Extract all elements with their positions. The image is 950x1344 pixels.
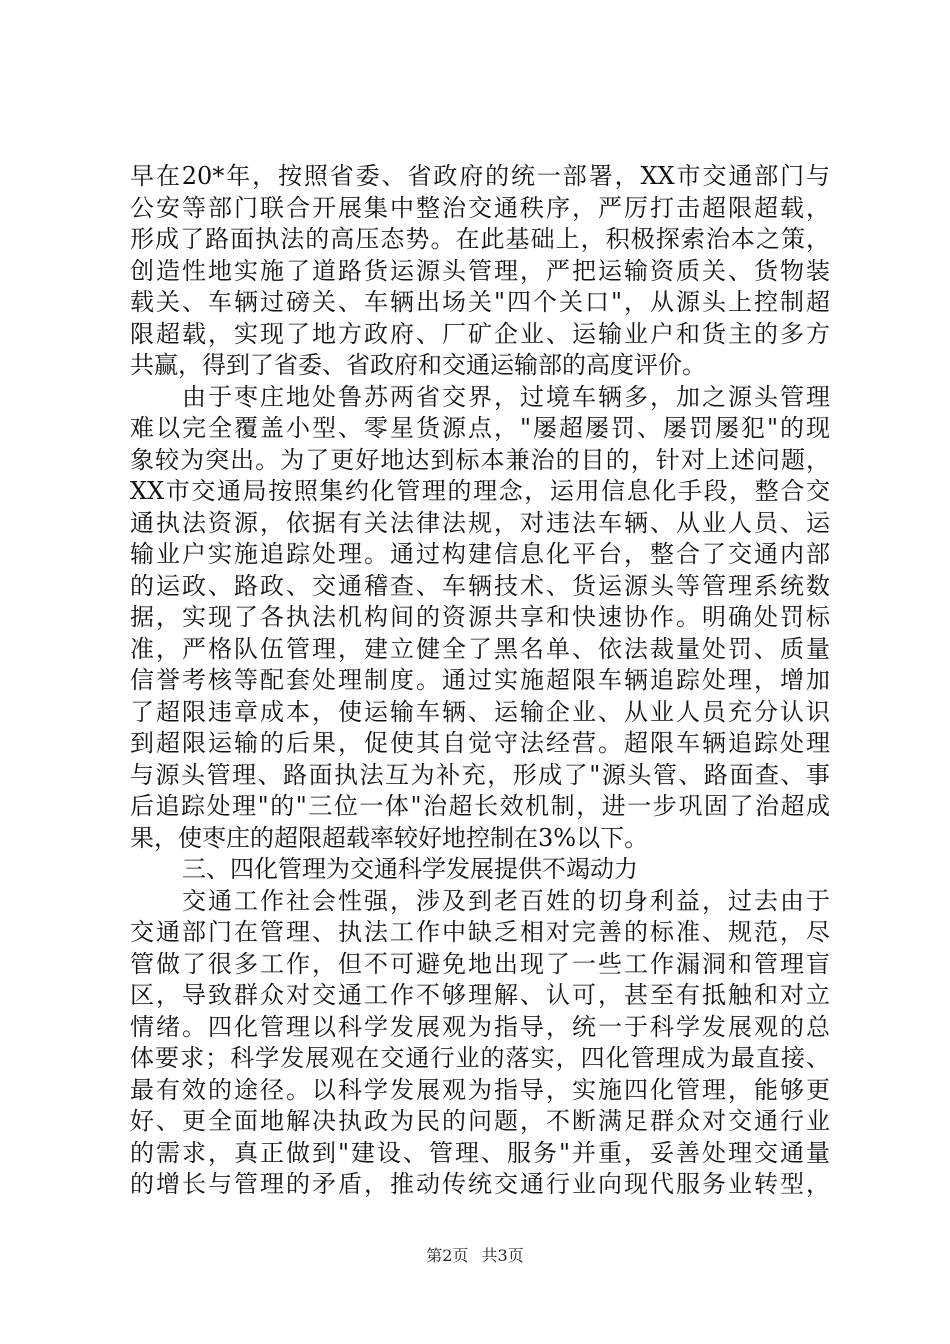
text-line: 据，实现了各执法机构间的资源共享和快速协作。明确处罚标 bbox=[130, 603, 830, 631]
text-line: 后追踪处理"的"三位一体"治超长效机制，进一步巩固了治超成 bbox=[130, 792, 830, 820]
page-total: 共3页 bbox=[481, 1246, 524, 1265]
page-footer bbox=[0, 1243, 950, 1266]
text-line: 载关、车辆过磅关、车辆出场关"四个关口"，从源头上控制超 bbox=[130, 288, 830, 316]
text-line: 管做了很多工作，但不可避免地出现了一些工作漏洞和管理盲 bbox=[130, 949, 830, 978]
text-line: 交通工作社会性强，涉及到老百姓的切身利益，过去由于 bbox=[182, 886, 830, 915]
text-line: 体要求；科学发展观在交通行业的落实，四化管理成为最直接、 bbox=[130, 1044, 830, 1072]
text-line: 共赢，得到了省委、省政府和交通运输部的高度评价。 bbox=[130, 351, 706, 379]
text-line: 了超限违章成本，使运输车辆、运输企业、从业人员充分认识 bbox=[130, 697, 830, 726]
text-line: 通执法资源，依据有关法律法规，对违法车辆、从业人员、运 bbox=[130, 508, 830, 537]
text-line: 好、更全面地解决执政为民的问题，不断满足群众对交通行业 bbox=[130, 1107, 830, 1135]
text-line: 由于枣庄地处鲁苏两省交界，过境车辆多，加之源头管理 bbox=[182, 382, 830, 411]
text-line: 限超载，实现了地方政府、厂矿企业、运输业户和货主的多方 bbox=[130, 319, 830, 348]
text-line: 与源头管理、路面执法互为补充，形成了"源头管、路面查、事 bbox=[130, 760, 830, 789]
text-line: 区，导致群众对交通工作不够理解、认可，甚至有抵触和对立 bbox=[130, 981, 830, 1009]
text-line: 创造性地实施了道路货运源头管理，严把运输资质关、货物装 bbox=[130, 256, 830, 285]
text-line: 早在20*年，按照省委、省政府的统一部署，XX市交通部门与 bbox=[130, 162, 830, 190]
text-line: 三、四化管理为交通科学发展提供不竭动力 bbox=[182, 855, 638, 883]
text-line: 的增长与管理的矛盾，推动传统交通行业向现代服务业转型， bbox=[130, 1170, 830, 1198]
text-line: 形成了路面执法的高压态势。在此基础上，积极探索治本之策， bbox=[130, 225, 830, 253]
text-line: 信誉考核等配套处理制度。通过实施超限车辆追踪处理，增加 bbox=[130, 666, 830, 694]
text-line: 象较为突出。为了更好地达到标本兼治的目的，针对上述问题， bbox=[130, 445, 830, 474]
text-line: 的运政、路政、交通稽查、车辆技术、货运源头等管理系统数 bbox=[130, 571, 830, 600]
text-line: 公安等部门联合开展集中整治交通秩序，严厉打击超限超载， bbox=[130, 193, 830, 222]
text-line: 到超限运输的后果，促使其自觉守法经营。超限车辆追踪处理 bbox=[130, 729, 830, 757]
text-line: 交通部门在管理、执法工作中缺乏相对完善的标准、规范，尽 bbox=[130, 918, 830, 946]
text-line: 果，使枣庄的超限超载率较好地控制在3%以下。 bbox=[130, 823, 649, 852]
text-line: 情绪。四化管理以科学发展观为指导，统一于科学发展观的总 bbox=[130, 1012, 830, 1041]
document-body bbox=[130, 161, 830, 1201]
text-line: 的需求，真正做到"建设、管理、服务"并重，妥善处理交通量 bbox=[130, 1138, 830, 1167]
text-line: 最有效的途径。以科学发展观为指导，实施四化管理，能够更 bbox=[130, 1075, 830, 1104]
text-line: 准，严格队伍管理，建立健全了黑名单、依法裁量处罚、质量 bbox=[130, 634, 830, 663]
text-line: 难以完全覆盖小型、零星货源点，"屡超屡罚、屡罚屡犯"的现 bbox=[130, 414, 830, 442]
text-line: XX市交通局按照集约化管理的理念，运用信息化手段，整合交 bbox=[130, 477, 830, 505]
text-line: 输业户实施追踪处理。通过构建信息化平台，整合了交通内部 bbox=[130, 540, 830, 568]
page-number: 第2页 bbox=[426, 1246, 469, 1265]
